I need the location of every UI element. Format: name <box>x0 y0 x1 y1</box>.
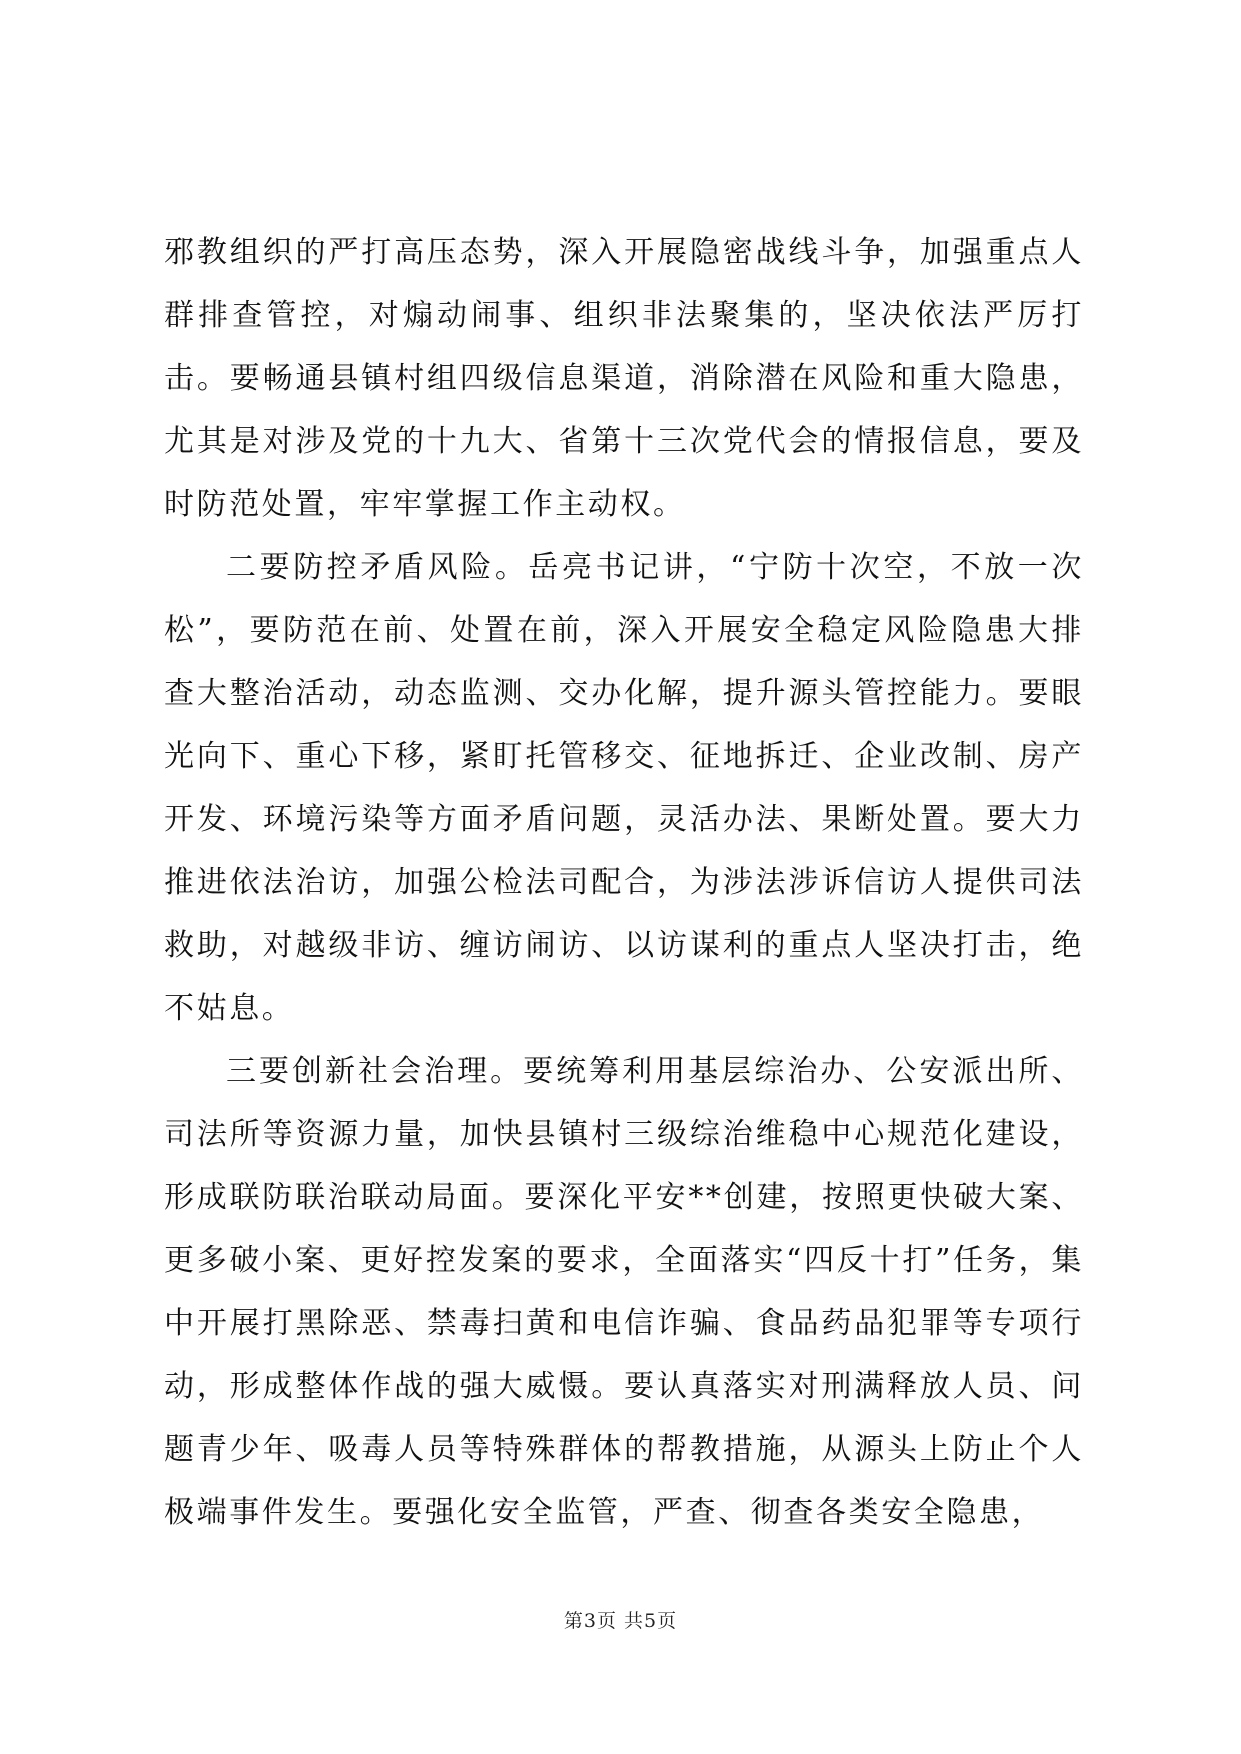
paragraph-continuation: 邪教组织的严打高压态势，深入开展隐密战线斗争，加强重点人群排查管控，对煽动闹事、组织非法聚集的，坚决依法严厉打击。要畅通县镇村组四级信息渠道，消除潜在风险和重大隐患，尤其是对涉及党的十九大、省第十三次党代会的情报信息，要及时防范处置，牢牢掌握工作主动权。 <box>164 235 1084 522</box>
paragraph-contradiction-risk: 二要防控矛盾风险。岳亮书记讲，“宁防十次空，不放一次松”，要防范在前、处置在前，深入开展安全稳定风险隐患大排查大整治活动，动态监测、交办化解，提升源头管控能力。要眼光向下、重心下移，紧盯托管移交、征地拆迁、企业改制、房产开发、环境污染等方面矛盾问题，灵活办法、果断处置。要大力推进依法治访，加强公检法司配合，为涉法涉诉信访人提供司法救助，对越级非访、缠访闹访、以访谋利的重点人坚决打击，绝不姑息。 <box>164 550 1084 1026</box>
page-number-footer: 第3页 共5页 <box>563 1610 678 1632</box>
document-body <box>164 221 1084 1544</box>
paragraph-social-governance: 三要创新社会治理。要统筹利用基层综治办、公安派出所、司法所等资源力量，加快县镇村三级综治维稳中心规范化建设，形成联防联治联动局面。要深化平安**创建，按照更快破大案、更多破小案、更好控发案的要求，全面落实“四反十打”任务，集中开展打黑除恶、禁毒扫黄和电信诈骗、食品药品犯罪等专项行动，形成整体作战的强大威慑。要认真落实对刑满释放人员、问题青少年、吸毒人员等特殊群体的帮教措施，从源头上防止个人极端事件发生。要强化安全监管，严查、彻查各类安全隐患， <box>164 1054 1084 1530</box>
